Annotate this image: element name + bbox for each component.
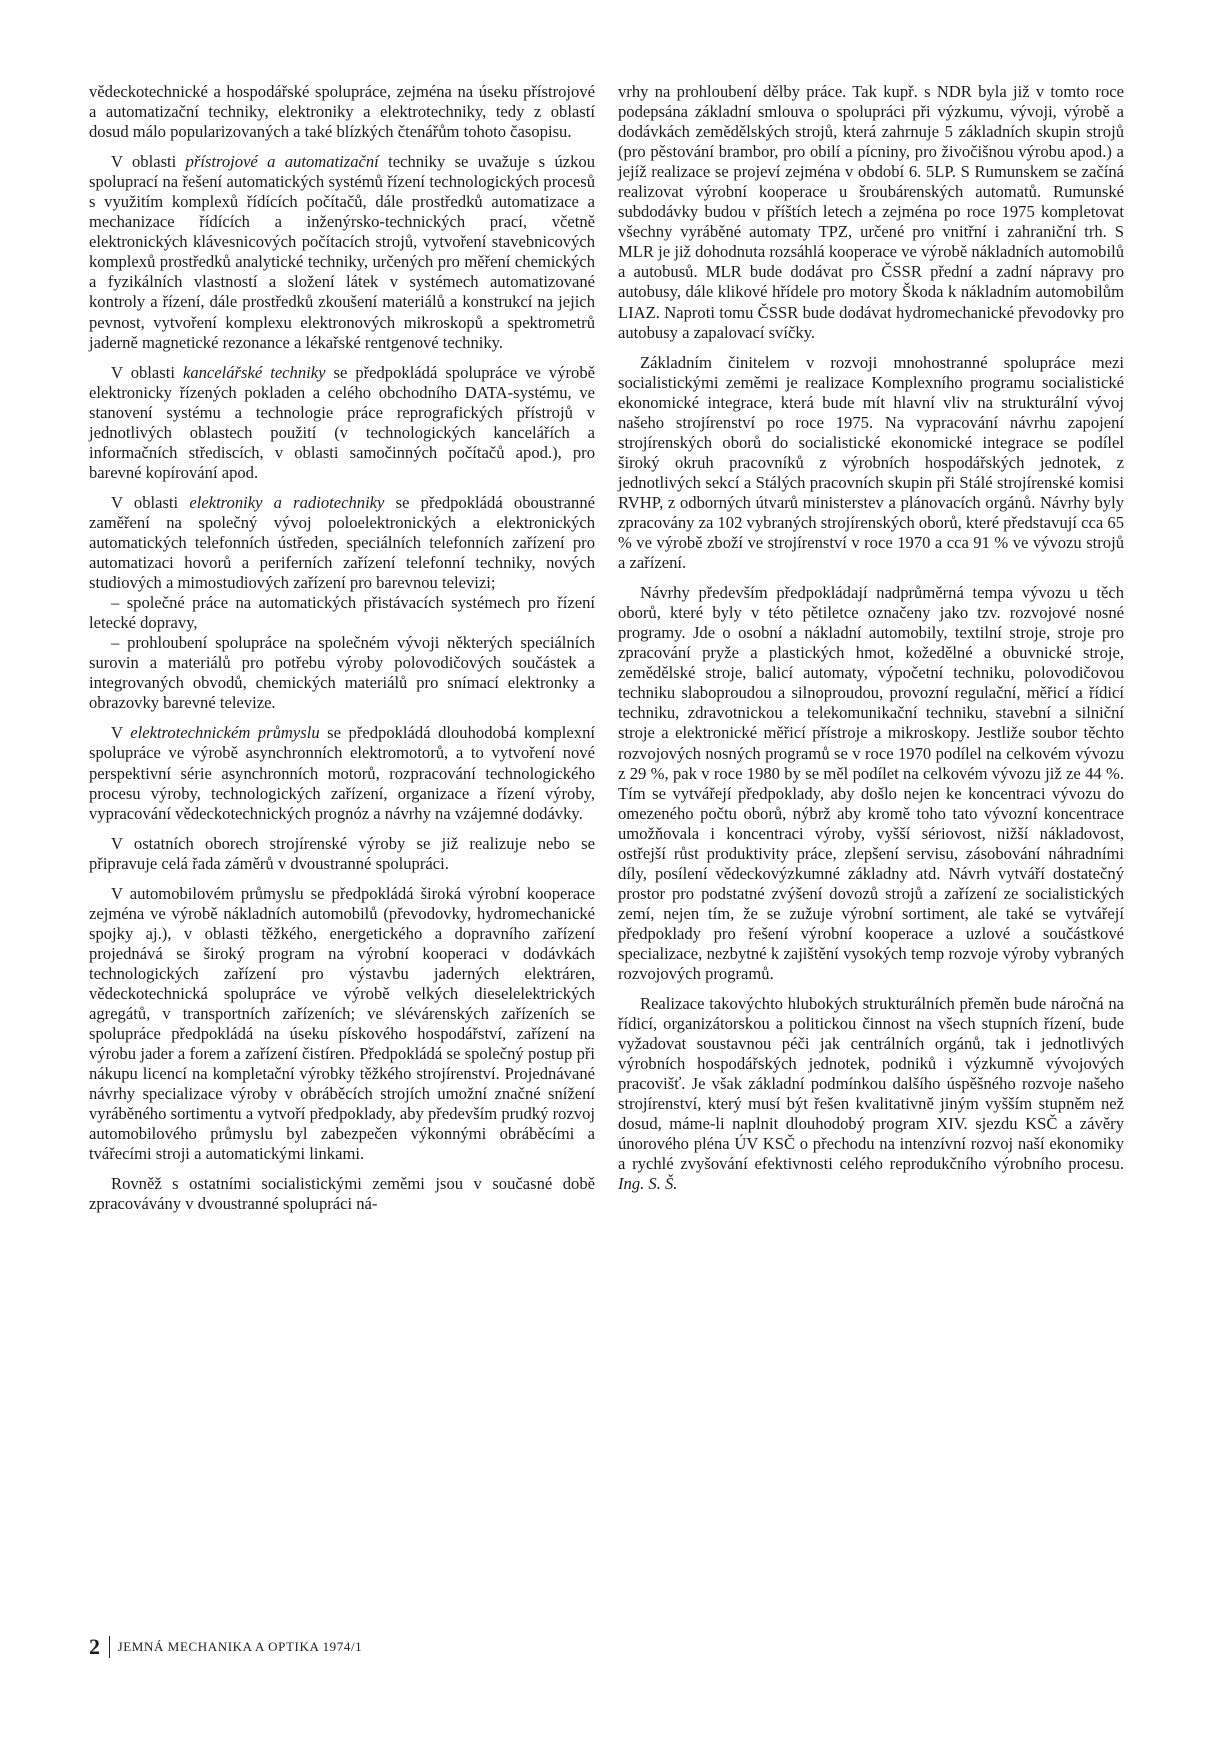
page-footer	[89, 1634, 362, 1660]
paragraph: vědeckotechnické a hospodářské spolupráce, zejména na úseku přístrojové a automatizační techniky, elektroniky a elektrotechniky, tedy z oblastí dosud málo popularizovaných a také blízkých čtenářům tohoto časopisu.	[89, 82, 595, 142]
paragraph-text: se předpokládá spolupráce ve výrobě elektronicky řízených pokladen a celého obchodního DATA-systému, ve stanovení systému a technologie práce reprografických přístrojů v jednotlivých oblastech použití (v technologických kancelářích a informačních střediscích, v oblasti samočinných počítačů apod.), pro barevné kopírování apod.	[89, 362, 595, 482]
emphasis-text: přístrojové a automatizační	[185, 152, 379, 172]
paragraph-text: se předpokládá oboustranné zaměření na společný vývoj poloelektronických a elektronických automatických telefonních ústředen, speciálních telefonních zařízení pro automatizaci hovorů a periferních zařízení telefonní techniky, nových studiových a mimostudiových zařízení pro barevnou televizi;	[89, 492, 596, 593]
author-signature: Ing. S. Š.	[618, 1174, 678, 1194]
paragraph-text: techniky se uvažuje s úzkou spoluprací na řešení automatických systémů řízení technologických procesů s využitím komplexů řídících počítačů, dále prostředků automatizace a mechanizace řídících a inženýrsko-technických prací, včetně elektronických klávesnicových počítacích strojů, vytvoření stavebnicových komplexů prostředků analytické techniky, určených pro měření chemických a fyzikálních vlastností a složení látek v systémech automatizované kontroly a řízení, dále prostředků zkoušení materiálů a konstrukcí na jejich pevnost, vytvoření komplexu elektronových mikroskopů a spektrometrů jaderně magnetické rezonance a lékařské rentgenové techniky.	[89, 152, 596, 352]
right-column	[618, 82, 1124, 1205]
paragraph	[89, 152, 595, 352]
list-item: – společné práce na automatických přistávacích systémech pro řízení letecké dopravy,	[89, 593, 595, 633]
paragraph: Rovněž s ostatními socialistickými zeměmi jsou v současné době zpracovávány v dvoustranné spolupráci ná-	[89, 1174, 595, 1214]
page-number: 2	[89, 1634, 101, 1659]
paragraph-text: se předpokládá dlouhodobá komplexní spolupráce ve výrobě asynchronních elektromotorů, a to vytvoření nové perspektivní série asynchronních motorů, rozpracování technologického procesu výroby, technologických zařízení, organizace a řízení výroby, vypracování vědeckotechnických prognóz a návrhy na vzájemné dodávky.	[89, 723, 595, 823]
paragraph: V ostatních oborech strojírenské výroby se již realizuje nebo se připravuje celá řada záměrů v dvoustranné spolupráci.	[89, 833, 595, 873]
emphasis-text: elektroniky a radiotechniky	[189, 492, 385, 512]
journal-title: JEMNÁ MECHANIKA A OPTIKA 1974/1	[117, 1639, 363, 1654]
left-column	[89, 82, 595, 1224]
paragraph	[89, 363, 595, 483]
paragraph: Základním činitelem v rozvoji mnohostranné spolupráce mezi socialistickými zeměmi je realizace Komplexního programu socialistické ekonomické integrace, která bude mít hlavní vliv na strukturální vývoj našeho strojírenství po roce 1975. Na vypracování návrhu zapojení strojírenských oborů do socialistické ekonomické integrace se podílel široký okruh pracovníků z výrobních hospodářských jednotek, z jednotlivých sekcí a Stálých pracovních skupin při Stálé strojírenské komisi RVHP, z odborných útvarů ministerstev a plánovacích orgánů. Návrhy byly zpracovány za 102 vybraných strojírenských oborů, které představují cca 65 % ve výrobě zboží ve strojírenství v roce 1970 a cca 91 % ve vývozu strojů a zařízení.	[618, 352, 1124, 573]
paragraph	[89, 723, 595, 823]
paragraph-text: V oblasti	[111, 152, 186, 172]
footer-divider	[109, 1636, 110, 1658]
emphasis-text: kancelářské techniky	[182, 362, 326, 382]
list-item: – prohloubení spolupráce na společném vývoji některých speciálních surovin a materiálů pro potřebu výroby polovodičových součástek a integrovaných obvodů, chemických materiálů pro snímací elektronky a obrazovky barevné televize.	[89, 633, 595, 713]
paragraph: Návrhy především předpokládají nadprůměrná tempa vývozu u těch oborů, které byly v této pětiletce označeny jako tzv. rozvojové nosné programy. Jde o osobní a nákladní automobily, textilní stroje, stroje pro zpracování pryže a plastických hmot, kožedělné a obuvnické stroje, zemědělské stroje, balicí automaty, výpočetní techniku, polovodičovou techniku slaboproudou a silnoproudou, provozní regulační, měřicí a řídicí techniku, zdravotnickou a telekomunikační techniku, stavební a silniční stroje a elektronické měřicí přístroje a mikroskopy. Jestliže soubor těchto rozvojových nosných programů se v roce 1970 podílel na celkovém vývozu z 29 %, pak v roce 1980 by se měl podílet na celkovém vývozu již ze 44 %. Tím se vytvářejí předpoklady, aby došlo nejen ke koncentraci vývozu do omezeného počtu oborů, nýbrž aby kromě toho tato vývozní koncentrace umožňovala i koncentraci výroby, vyšší sériovost, nižší nákladovost, ostřejší růst produktivity práce, zlepšení servisu, zásobování náhradními díly, posílení vědeckovýzkumné základny atd. Návrh vytváří dostatečný prostor pro podstatné zvýšení dovozů strojů a zařízení ze socialistických zemí, nejen tím, že se zužuje výrobní sortiment, ale také se vytvářejí předpoklady pro řešení výrobní kooperace a uzlové a součástkové specializace, nezbytné k zajištění vysokých temp rozvoje výroby vybraných rozvojových programů.	[618, 583, 1124, 984]
paragraph-text: Realizace takovýchto hlubokých strukturálních přeměn bude náročná na řídicí, organizátorskou a politickou činnost na všech stupních řízení, bude vyžadovat soustavnou péči jak centrálních orgánů, tak i jednotlivých výrobních hospodářských jednotek, podniků i výzkumně vývojových pracovišť. Je však základní podmínkou dalšího úspěšného rozvoje našeho strojírenství, který musí být řešen kvalitativně jiným vyšším stupněm než dosud, máme-li naplnit dlouhodobý program XIV. sjezdu KSČ a závěry únorového pléna ÚV KSČ o přechodu na intenzívní rozvoj naší ekonomiky a rychlé zvyšování efektivnosti celého reprodukčního výrobního procesu.	[618, 994, 1124, 1174]
paragraph: vrhy na prohloubení dělby práce. Tak kupř. s NDR byla již v tomto roce podepsána základní smlouva o spolupráci při výzkumu, vývoji, výrobě a dodávkách zemědělských strojů, která zahrnuje 5 základních skupin strojů (pro pěstování brambor, pro obilí a pícniny, pro živočišnou výrobu apod.) a jejíž realizace se projeví zejména v období 6. 5LP. S Rumunskem se začíná realizovat výrobní kooperace u šroubárenských automatů. Rumunské subdodávky budou v příštích letech a zejména po roce 1975 kompletovat všechny vyráběné automaty TPZ, určené pro vnitřní i zahraniční trh. S MLR je již dohodnuta rozsáhlá kooperace ve výrobě nákladních automobilů a autobusů. MLR bude dodávat pro ČSSR přední a zadní nápravy pro autobusy, dále klikové hřídele pro motory Škoda k nákladním automobilům LIAZ. Naproti tomu ČSSR bude dodávat hydromechanické převodovky pro autobusy a zapalovací svíčky.	[618, 82, 1124, 342]
paragraph: V automobilovém průmyslu se předpokládá široká výrobní kooperace zejména ve výrobě nákladních automobilů (převodovky, hydromechanické spojky aj.), v oblasti těžkého, energetického a dopravního zařízení projednává se široký program na výrobní kooperaci v dodávkách technologických zařízení pro výstavbu jaderných elektráren, vědeckotechnická spolupráce ve výrobě velkých dieselelektrických agregátů, v transportních zařízeních; ve slévárenských zařízeních se spolupráce předpokládá na úseku pískového hospodářství, zařízení na výrobu jader a forem a zařízení čistíren. Předpokládá se společný postup při nákupu licencí na kompletační výrobky těžkého strojírenství. Projednávané návrhy specializace výroby v obráběcích strojích umožní značné snížení vyráběného sortimentu a vytvoří předpoklady, aby především prudký rozvoj automobilového průmyslu byl zabezpečen výkonnými obráběcími a tvářecími stroji a automatickými linkami.	[89, 883, 595, 1164]
emphasis-text: elektrotechnickém průmyslu	[130, 723, 320, 743]
paragraph	[618, 994, 1124, 1194]
paragraph	[89, 493, 595, 593]
paragraph-text: V oblasti	[111, 492, 190, 512]
paragraph-text: V	[111, 723, 131, 743]
paragraph-text: V oblasti	[111, 362, 183, 382]
